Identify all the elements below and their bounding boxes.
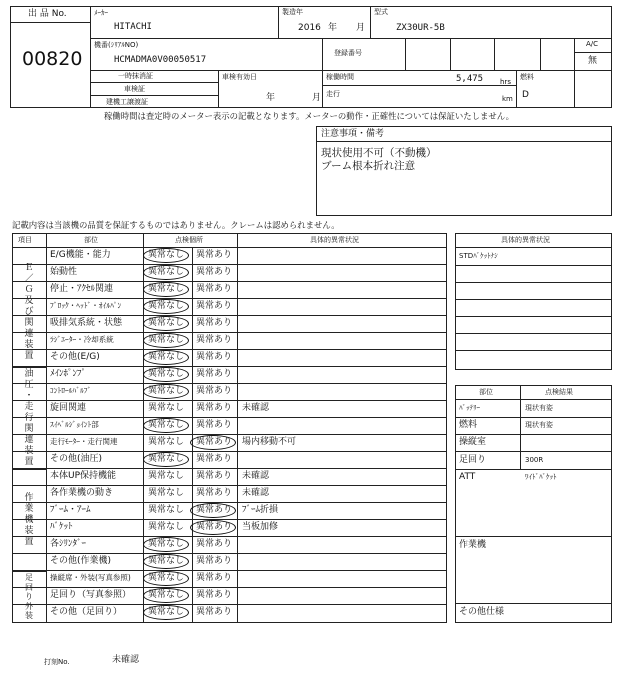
check-normal: 異常なし [148, 505, 185, 515]
temp-plate-label: 一時抹消証 [118, 72, 153, 80]
result-part-other: その他仕様 [459, 607, 505, 617]
result-part-fuel: 燃料 [459, 420, 478, 430]
serial-value: HCMADMA0V00050517 [114, 55, 207, 65]
circle-normal-mark [143, 282, 189, 297]
row-part: 始動性 [50, 267, 78, 277]
right-detail-box [455, 233, 612, 370]
check-normal: 異常なし [148, 539, 185, 549]
row-part: その他（足回り） [50, 607, 123, 617]
check-normal: 異常なし [148, 267, 185, 277]
check-normal: 異常なし [148, 318, 185, 328]
row-part: ﾗｼﾞｴｰﾀｰ・冷却系統 [50, 335, 114, 344]
check-normal: 異常なし [148, 522, 185, 532]
results-col-result: 点検結果 [545, 388, 573, 396]
row-part: ｺﾝﾄﾛｰﾙﾊﾞﾙﾌﾞ [50, 386, 92, 395]
fuel-label: 燃料 [520, 73, 534, 81]
row-part: 各作業機の動き [50, 488, 114, 498]
construction-cert-label: 建機工譲渡証 [106, 98, 148, 106]
distance-label: 走行 [326, 90, 340, 98]
check-normal: 異常なし [148, 386, 185, 396]
results-table [455, 385, 612, 623]
circle-abnormal-mark [190, 503, 236, 518]
check-normal: 異常なし [148, 556, 185, 566]
expiry-month-unit: 月 [312, 93, 322, 103]
check-abnormal: 異常あり [196, 556, 233, 566]
check-normal: 異常なし [148, 420, 185, 430]
circle-normal-mark [143, 537, 189, 552]
circle-normal-mark [143, 367, 189, 382]
check-normal: 異常なし [148, 607, 185, 617]
group-hydraulic: 油 圧 ・ 走 行 関 連 装 置 [24, 369, 34, 467]
row-part: E/G機能・能力 [50, 250, 111, 260]
result-part-workmachine: 作業機 [459, 540, 487, 550]
inspection-table [12, 233, 447, 623]
table-row [12, 299, 447, 316]
table-row [12, 520, 447, 537]
check-abnormal: 異常あり [196, 301, 233, 311]
check-abnormal: 異常あり [196, 403, 233, 413]
month-unit: 月 [356, 23, 366, 33]
row-detail: 未確認 [242, 403, 270, 413]
check-abnormal: 異常あり [196, 539, 233, 549]
circle-normal-mark [143, 588, 189, 603]
row-detail: 未確認 [242, 471, 270, 481]
check-abnormal: 異常あり [196, 471, 233, 481]
inspection-cert-label: 車検証 [124, 85, 145, 93]
check-normal: 異常なし [148, 335, 185, 345]
stamp-label: 打刻No. [44, 658, 70, 666]
check-abnormal: 異常あり [196, 590, 233, 600]
check-abnormal: 異常あり [196, 454, 233, 464]
row-part: その他(作業機) [50, 556, 112, 566]
result-part-att: ATT [459, 472, 476, 482]
table-row [12, 537, 447, 554]
table-row [12, 486, 447, 503]
row-part: ﾒｲﾝﾎﾟﾝﾌﾟ [50, 369, 87, 379]
check-normal: 異常なし [148, 352, 185, 362]
check-normal: 異常なし [148, 403, 185, 413]
check-normal: 異常なし [148, 590, 185, 600]
expiry-year-unit: 年 [266, 93, 276, 103]
table-row [12, 418, 447, 435]
check-abnormal: 異常あり [196, 607, 233, 617]
row-detail: 場内移動不可 [242, 437, 297, 447]
serial-label: 機番(ｼﾘｱﾙNO) [94, 41, 139, 49]
check-abnormal: 異常あり [196, 369, 233, 379]
notes-label: 注意事項・備考 [321, 129, 385, 139]
quality-disclaimer: 記載内容は当該機の品質を保証するものではありません。クレームは認められません。 [12, 220, 340, 230]
table-row [12, 333, 447, 350]
col-part: 部位 [84, 236, 98, 244]
group-undercarriage: 足 回 り 外 装 [25, 573, 33, 620]
circle-abnormal-mark [190, 520, 236, 535]
result-part-battery: ﾊﾞｯﾃﾘｰ [459, 404, 480, 412]
row-detail: 未確認 [242, 488, 270, 498]
circle-normal-mark [143, 571, 189, 586]
result-value-att: ﾜｲﾄﾞﾊﾞｹｯﾄ [525, 473, 557, 481]
circle-normal-mark [143, 418, 189, 433]
result-value-undercarriage: 300R [525, 456, 544, 464]
row-part: ﾌﾞｰﾑ・ｱｰﾑ [50, 505, 91, 515]
check-abnormal: 異常あり [196, 352, 233, 362]
table-row [12, 350, 447, 367]
row-part: 操縦席・外装(写真参照) [50, 573, 131, 582]
check-normal: 異常なし [148, 369, 185, 379]
hours-value: 5,475 [456, 74, 484, 84]
notes-line-1: 現状使用不可（不動機） [321, 147, 437, 159]
table-row [12, 503, 447, 520]
row-part: 吸排気系統・状態 [50, 318, 123, 328]
row-part: 各ｼﾘﾝﾀﾞｰ [50, 539, 87, 549]
results-col-part: 部位 [479, 388, 493, 396]
fuel-value: D [522, 90, 529, 100]
stamp-value: 未確認 [112, 655, 140, 665]
table-row [12, 367, 447, 384]
check-normal: 異常なし [148, 573, 185, 583]
table-row [12, 435, 447, 452]
row-part: ｽｲﾍﾞﾙｼﾞｮｲﾝﾄ部 [50, 420, 99, 429]
check-abnormal: 異常あり [196, 522, 233, 532]
registration-label: 登録番号 [334, 49, 362, 57]
group-work: 作 業 機 装 置 [24, 493, 34, 547]
table-row [12, 554, 447, 571]
table-row [12, 384, 447, 401]
circle-normal-mark [143, 248, 189, 263]
circle-normal-mark [143, 452, 189, 467]
check-abnormal: 異常あり [196, 573, 233, 583]
table-row [12, 605, 447, 622]
check-normal: 異常なし [148, 250, 185, 260]
table-row [12, 282, 447, 299]
ac-value: 無 [588, 56, 598, 66]
table-row [12, 469, 447, 486]
hours-unit: hrs [500, 78, 511, 86]
right-detail-line-1: STDﾊﾞｹｯﾄﾅｼ [459, 252, 498, 260]
table-row [12, 588, 447, 605]
result-value-battery: 現状有姿 [525, 404, 553, 412]
check-normal: 異常なし [148, 301, 185, 311]
circle-abnormal-mark [190, 435, 236, 450]
col-detail: 具体的異常状況 [310, 236, 359, 244]
check-normal: 異常なし [148, 488, 185, 498]
circle-normal-mark [143, 384, 189, 399]
row-part: 停止・ｱｸｾﾙ関連 [50, 284, 114, 294]
check-normal: 異常なし [148, 454, 185, 464]
row-part: 旋回関連 [50, 403, 87, 413]
year-value: 2016 [298, 23, 321, 33]
check-abnormal: 異常あり [196, 335, 233, 345]
expiry-label: 車検有効日 [222, 73, 257, 81]
check-abnormal: 異常あり [196, 505, 233, 515]
table-row [12, 452, 447, 469]
row-part: 走行ﾓｰﾀｰ・走行関連 [50, 437, 118, 446]
check-normal: 異常なし [148, 437, 185, 447]
row-part: 本体UP保持機能 [50, 471, 117, 481]
circle-normal-mark [143, 299, 189, 314]
check-abnormal: 異常あり [196, 386, 233, 396]
year-label: 製造年 [282, 8, 303, 16]
circle-normal-mark [143, 265, 189, 280]
circle-normal-mark [143, 350, 189, 365]
check-abnormal: 異常あり [196, 420, 233, 430]
check-normal: 異常なし [148, 284, 185, 294]
table-row [12, 401, 447, 418]
notes-line-2: ブーム根本折れ注意 [321, 160, 416, 172]
circle-normal-mark [143, 316, 189, 331]
hours-disclaimer: 稼働時間は査定時のメーター表示の記載となります。メーターの動作・正確性については保証いたしません。 [104, 111, 515, 121]
hours-label: 稼働時間 [326, 73, 354, 81]
table-row [12, 265, 447, 282]
check-abnormal: 異常あり [196, 318, 233, 328]
model-label: 型式 [374, 8, 388, 16]
check-abnormal: 異常あり [196, 284, 233, 294]
km-unit: km [502, 95, 513, 103]
maker-label: ﾒｰｶｰ [94, 9, 108, 17]
table-row [12, 248, 447, 265]
check-abnormal: 異常あり [196, 437, 233, 447]
check-abnormal: 異常あり [196, 250, 233, 260]
result-part-undercarriage: 足回り [459, 455, 487, 465]
check-abnormal: 異常あり [196, 267, 233, 277]
check-normal: 異常なし [148, 471, 185, 481]
lot-no-label: 出 品 No. [28, 9, 67, 19]
row-part: ﾊﾞｹｯﾄ [50, 522, 73, 532]
right-detail-header: 具体的異常状況 [501, 236, 550, 244]
row-part: 足回り（写真参照） [50, 590, 132, 600]
circle-normal-mark [143, 605, 189, 620]
maker-value: HITACHI [114, 22, 152, 32]
row-part: その他(E/G) [50, 352, 100, 362]
circle-normal-mark [143, 333, 189, 348]
table-row [12, 571, 447, 588]
result-part-cab: 操縦室 [459, 437, 487, 447]
row-detail: ﾌﾞｰﾑ折損 [242, 505, 279, 515]
circle-normal-mark [143, 554, 189, 569]
table-row [12, 316, 447, 333]
col-item: 項目 [18, 236, 32, 244]
model-value: ZX30UR-5B [396, 23, 445, 33]
group-eg: Ｅ ／ Ｇ 及 び 関 連 装 置 [24, 263, 34, 361]
lot-no-value: 00820 [22, 48, 83, 70]
row-detail: 当板加修 [242, 522, 279, 532]
result-value-fuel: 現状有姿 [525, 421, 553, 429]
col-check: 点検個所 [175, 236, 203, 244]
row-part: その他(油圧) [50, 454, 103, 464]
check-abnormal: 異常あり [196, 488, 233, 498]
ac-label: A/C [586, 40, 599, 48]
row-part: ﾌﾞﾛｯｸ・ﾍｯﾄﾞ・ｵｲﾙﾊﾟﾝ [50, 301, 122, 310]
year-unit: 年 [328, 23, 338, 33]
